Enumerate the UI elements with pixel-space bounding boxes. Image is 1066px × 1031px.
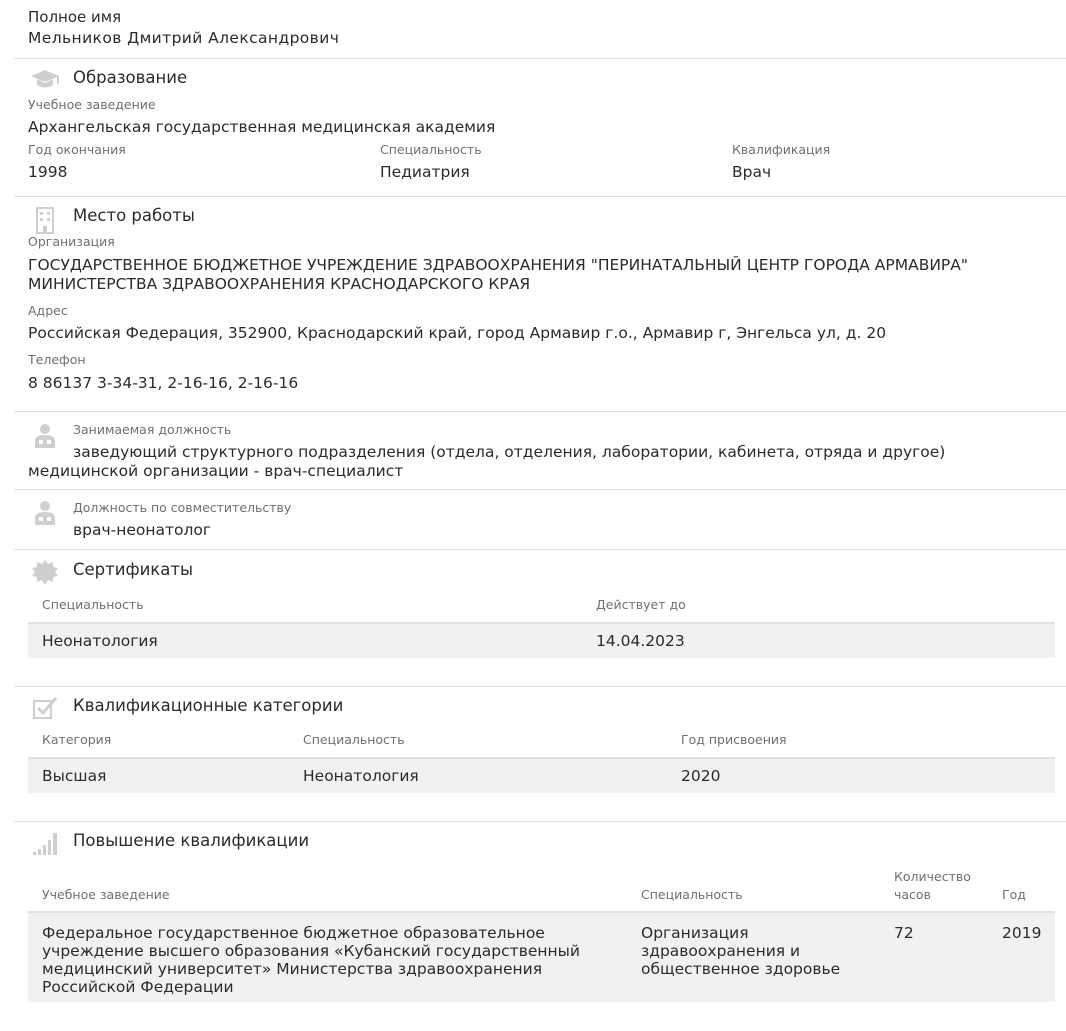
cat-header-year: Год присвоения — [681, 732, 787, 747]
cat-category: Высшая — [42, 767, 107, 785]
organization-label: Организация — [28, 234, 115, 249]
education-specialty-value: Педиатрия — [380, 163, 470, 181]
training-title: Повышение квалификации — [73, 831, 310, 850]
divider — [14, 489, 1066, 490]
divider — [14, 821, 1066, 822]
secondary-position-value: врач-неонатолог — [73, 521, 212, 539]
training-year: 2019 — [1002, 924, 1042, 942]
workplace-title: Место работы — [73, 206, 195, 225]
cat-specialty: Неонатология — [303, 767, 419, 785]
cat-year: 2020 — [681, 767, 721, 785]
divider — [14, 686, 1066, 687]
table-row — [28, 757, 1055, 793]
table-row — [28, 622, 1055, 658]
cert-specialty: Неонатология — [42, 632, 158, 650]
full-name-value: Мельников Дмитрий Александрович — [28, 29, 340, 47]
graduation-year-label: Год окончания — [28, 142, 126, 157]
checkbox-icon — [30, 694, 60, 722]
signal-bars-icon — [32, 830, 60, 858]
organization-value: ГОСУДАРСТВЕННОЕ БЮДЖЕТНОЕ УЧРЕЖДЕНИЕ ЗДРАВООХРАНЕНИЯ "ПЕРИНАТАЛЬНЫЙ ЦЕНТР ГОРОДА АРМАВИРА" МИНИСТЕРСТВА ЗДРАВООХРАНЕНИЯ КРАСНОДАРСКОГО КРАЯ — [28, 256, 969, 293]
institution-value: Архангельская государственная медицинская академия — [28, 118, 496, 136]
certificates-title: Сертификаты — [73, 560, 194, 579]
training-header-year: Год — [1002, 887, 1026, 902]
cat-header-category: Категория — [42, 732, 112, 747]
secondary-position-label: Должность по совместительству — [73, 500, 292, 515]
table-row — [28, 911, 1055, 1002]
cert-valid-until: 14.04.2023 — [596, 632, 685, 650]
graduation-cap-icon — [28, 66, 62, 92]
building-icon — [28, 205, 64, 235]
training-header-institution: Учебное заведение — [42, 887, 170, 902]
address-label: Адрес — [28, 303, 68, 318]
divider — [14, 58, 1066, 59]
doctor-icon — [28, 498, 62, 528]
education-specialty-label: Специальность — [380, 142, 482, 157]
phone-value: 8 86137 3-34-31, 2-16-16, 2-16-16 — [28, 374, 299, 392]
training-header-specialty: Специальность — [641, 887, 743, 902]
training-header-hours: Количество часов — [894, 869, 971, 902]
divider — [14, 196, 1066, 197]
divider — [14, 549, 1066, 550]
institution-label: Учебное заведение — [28, 97, 156, 112]
training-specialty: Организация здравоохранения и общественное здоровье — [641, 924, 841, 978]
training-institution: Федеральное государственное бюджетное образовательное учреждение высшего образования «Кубанский государственный медицинский университет» Министерства здравоохранения Российской Федерации — [42, 924, 580, 996]
education-title: Образование — [73, 68, 188, 87]
qualification-label: Квалификация — [732, 142, 831, 157]
qualification-value: Врач — [732, 163, 772, 181]
address-value: Российская Федерация, 352900, Краснодарский край, город Армавир г.о., Армавир г, Энгельса ул, д. 20 — [28, 324, 887, 342]
phone-label: Телефон — [28, 352, 86, 367]
cert-header-specialty: Специальность — [42, 597, 144, 612]
divider — [14, 411, 1066, 412]
seal-icon — [30, 558, 60, 588]
position-value: заведующий структурного подразделения (отдела, отделения, лаборатории, кабинета, отряда и другое) медицинской организации - врач-специалист — [28, 443, 946, 480]
cert-header-valid-until: Действует до — [596, 597, 686, 612]
full-name-label: Полное имя — [28, 8, 122, 26]
training-hours: 72 — [894, 924, 914, 942]
categories-title: Квалификационные категории — [73, 696, 344, 715]
position-label: Занимаемая должность — [73, 422, 232, 437]
cat-header-specialty: Специальность — [303, 732, 405, 747]
graduation-year-value: 1998 — [28, 163, 68, 181]
